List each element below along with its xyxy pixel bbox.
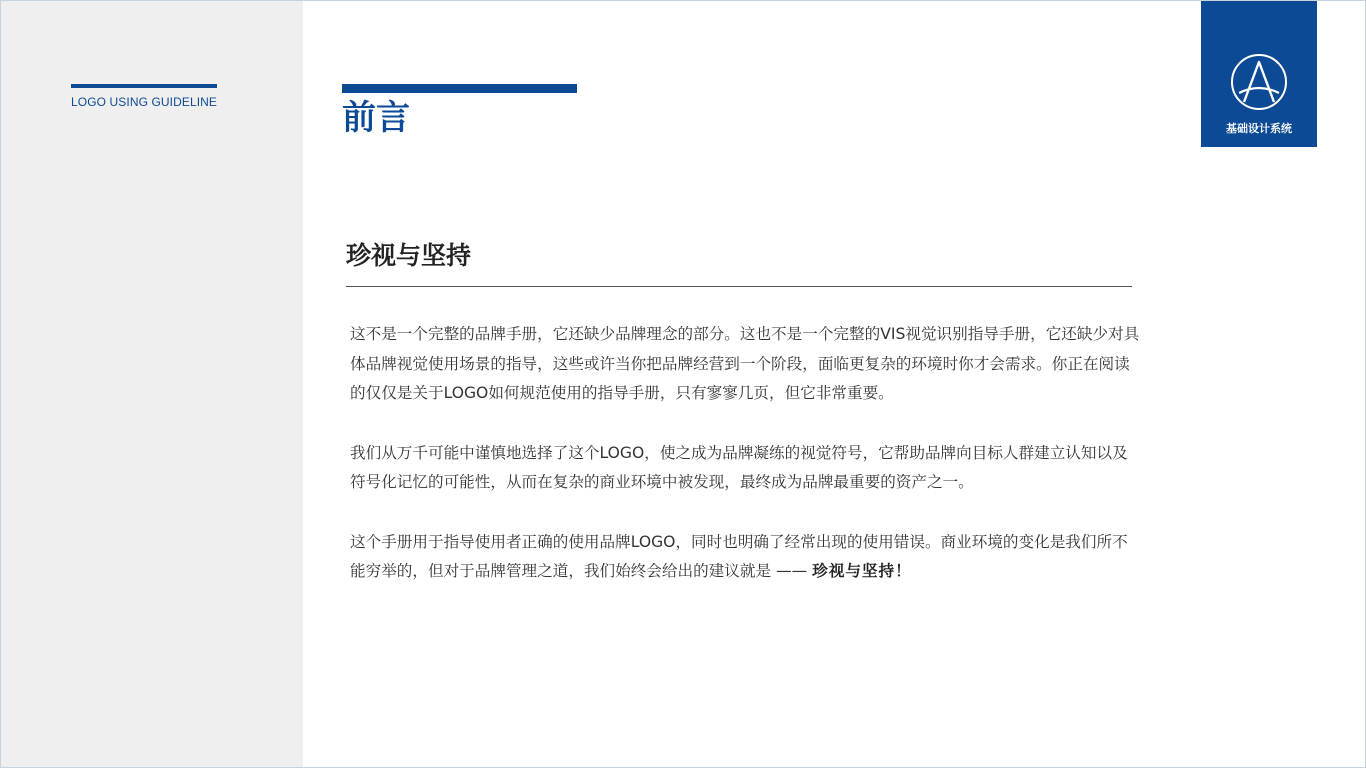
sidebar-accent-bar bbox=[71, 84, 217, 88]
left-panel bbox=[1, 1, 303, 767]
circle-A-logo-icon bbox=[1230, 53, 1288, 111]
badge-label: 基础设计系统 bbox=[1226, 122, 1292, 135]
paragraph: 这不是一个完整的品牌手册，它还缺少品牌理念的部分。这也不是一个完整的VIS视觉识别指导手册，它还缺少对具体品牌视觉使用场景的指导，这些或许当你把品牌经营到一个阶段，面临更复杂的环境时你才会需求。你正在阅读的仅仅是关于LOGO如何规范使用的指导手册，只有寥寥几页，但它非常重要。 bbox=[350, 325, 1140, 402]
paragraph: 我们从万千可能中谨慎地选择了这个LOGO，使之成为品牌凝练的视觉符号，它帮助品牌向目标人群建立认知以及符号化记忆的可能性，从而在复杂的商业环境中被发现，最终成为品牌最重要的资产之一。 bbox=[350, 443, 1128, 491]
divider bbox=[346, 286, 1132, 287]
section-subheading: 珍视与坚持 bbox=[346, 241, 472, 270]
paragraph-closing bbox=[350, 528, 1142, 587]
sidebar-label: LOGO USING GUIDELINE bbox=[71, 95, 218, 109]
title-accent-bar bbox=[342, 84, 577, 93]
closing-emphasis: 珍视与坚持！ bbox=[812, 562, 912, 580]
paragraph-text: 这个手册用于指导使用者正确的使用品牌LOGO，同时也明确了经常出现的使用错误。商业环境的变化是我们所不能穷举的，但对于品牌管理之道，我们始终会给出的建议就是 —— bbox=[350, 532, 1128, 580]
brand-badge bbox=[1201, 1, 1317, 147]
page-title: 前言 bbox=[342, 98, 410, 138]
body-text bbox=[350, 320, 1142, 617]
